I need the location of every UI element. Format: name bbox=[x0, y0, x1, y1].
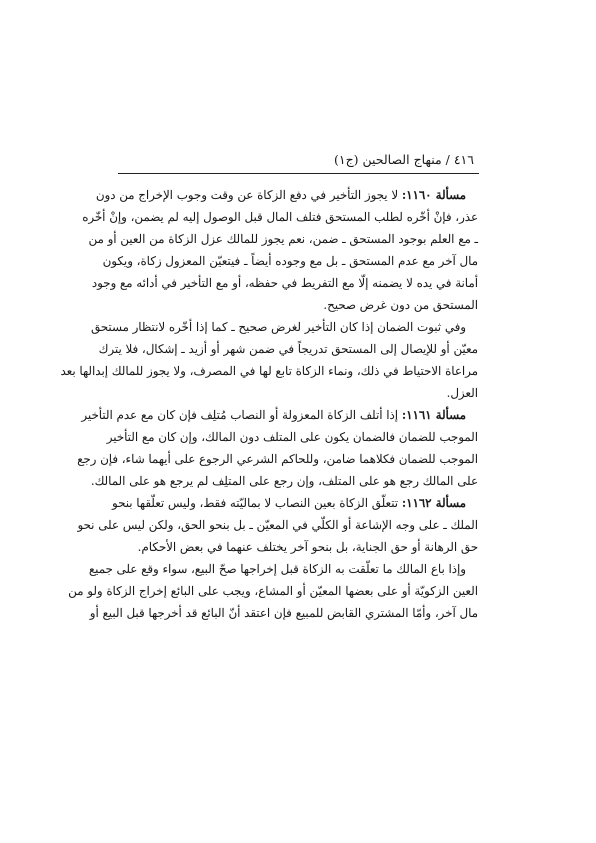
text-line bbox=[117, 536, 478, 558]
paragraph bbox=[82, 184, 478, 316]
text-line bbox=[77, 448, 478, 470]
page-body bbox=[60, 184, 478, 624]
line-text: الموجب للضمان فكلاهما ضامن، وللحاكم الشرعي الرجوع على أيهما شاء، فإن رجع bbox=[77, 452, 478, 466]
text-line bbox=[88, 558, 478, 580]
issue-number-label: مسألة ١١٦١: bbox=[401, 408, 466, 422]
text-line bbox=[90, 316, 478, 338]
text-line bbox=[82, 206, 478, 228]
paragraph bbox=[60, 316, 478, 404]
line-text: على المالك رجع هو على المتلف، وإن رجع على المتلِف لم يرجع هو على المالك. bbox=[90, 474, 478, 488]
text-line bbox=[90, 470, 478, 492]
line-text: المستحق من دون غرض صحيح. bbox=[323, 298, 478, 312]
text-line bbox=[111, 492, 478, 514]
line-text: إذا أتلف الزكاة المعزولة أو النصاب مُتلِف فإن كان مع عدم التأخير bbox=[81, 408, 402, 422]
text-line bbox=[95, 184, 478, 206]
line-text: معيّن أو للإيصال إلى المستحق تدريجاً في ضمن شهر أو أزيد ـ إشكال، فلا يترك bbox=[98, 342, 478, 356]
line-text: مراعاة الاحتياط في ذلك، ونماء الزكاة تابع لها في المصرف، ولا يجوز للمالك إبدالها بعد bbox=[60, 364, 478, 378]
line-text: وفي ثبوت الضمان إذا كان التأخير لغرض صحيح ـ كما إذا أخّره لانتظار مستحق bbox=[90, 320, 466, 334]
text-line bbox=[98, 338, 478, 360]
text-line bbox=[102, 250, 478, 272]
text-line bbox=[81, 404, 478, 426]
line-text: حق الرهانة أو حق الجناية، بل بنحو آخر يختلف عنهما في بعض الأحكام. bbox=[137, 540, 478, 554]
line-text: تتعلّق الزكاة بعين النصاب لا بماليّته فقط، وليس تعلّقها بنحو bbox=[111, 496, 402, 510]
line-text: عذر، فإنْ أخّره لطلب المستحق فتلف المال قبل الوصول إليه لم يضمن، وإنْ أخّره bbox=[82, 210, 478, 224]
header-rule bbox=[118, 173, 479, 174]
line-text: مال آخر، وأمّا المشتري القابض للمبيع فإن اعتقد أنّ البائع قد أخرجها قبل البيع أو bbox=[89, 606, 478, 620]
line-text: مال آخر مع عدم المستحق ـ بل مع وجوده أيضاً ـ فيتعيّن المعزول زكاة، ويكون bbox=[102, 254, 478, 268]
text-line bbox=[88, 228, 478, 250]
text-line bbox=[91, 272, 478, 294]
running-header: ٤١٦ / منهاج الصالحين (ج١) bbox=[333, 152, 474, 167]
text-line bbox=[117, 294, 478, 316]
line-text: العزل. bbox=[446, 386, 478, 400]
paragraph bbox=[68, 558, 478, 624]
line-text: العين الزكويّة أو على بعضها المعيّن أو المشاع، ويجب على البائع إخراج الزكاة ولو من bbox=[68, 584, 478, 598]
text-line bbox=[89, 602, 478, 624]
paragraph bbox=[77, 404, 478, 492]
issue-number-label: مسألة ١١٦٠: bbox=[401, 188, 466, 202]
line-text: ـ مع العلم بوجود المستحق ـ ضمن، نعم يجوز للمالك عزل الزكاة من العين أو من bbox=[88, 232, 478, 246]
line-text: أمانة في يده لا يضمنه إلّا مع التفريط في حفظه، أو مع التأخير في أدائه مع وجود bbox=[91, 276, 478, 290]
text-line bbox=[68, 580, 478, 602]
text-line bbox=[60, 360, 478, 382]
line-text: وإذا باع المالك ما تعلّقت به الزكاة قبل إخراجها صحّ البيع، سواء وقع على جميع bbox=[88, 562, 466, 576]
text-line bbox=[106, 426, 478, 448]
paragraph bbox=[77, 492, 478, 558]
line-text: لا يجوز التأخير في دفع الزكاة عن وقت وجوب الإخراج من دون bbox=[95, 188, 402, 202]
issue-number-label: مسألة ١١٦٢: bbox=[401, 496, 466, 510]
text-line bbox=[77, 514, 478, 536]
text-line bbox=[117, 382, 478, 404]
line-text: الموجب للضمان فالضمان يكون على المتلف دون المالك، وإن كان مع التأخير bbox=[106, 430, 478, 444]
line-text: الملك ـ على وجه الإشاعة أو الكلّي في المعيّن ـ بل بنحو الحق، ولكن ليس على نحو bbox=[77, 518, 478, 532]
